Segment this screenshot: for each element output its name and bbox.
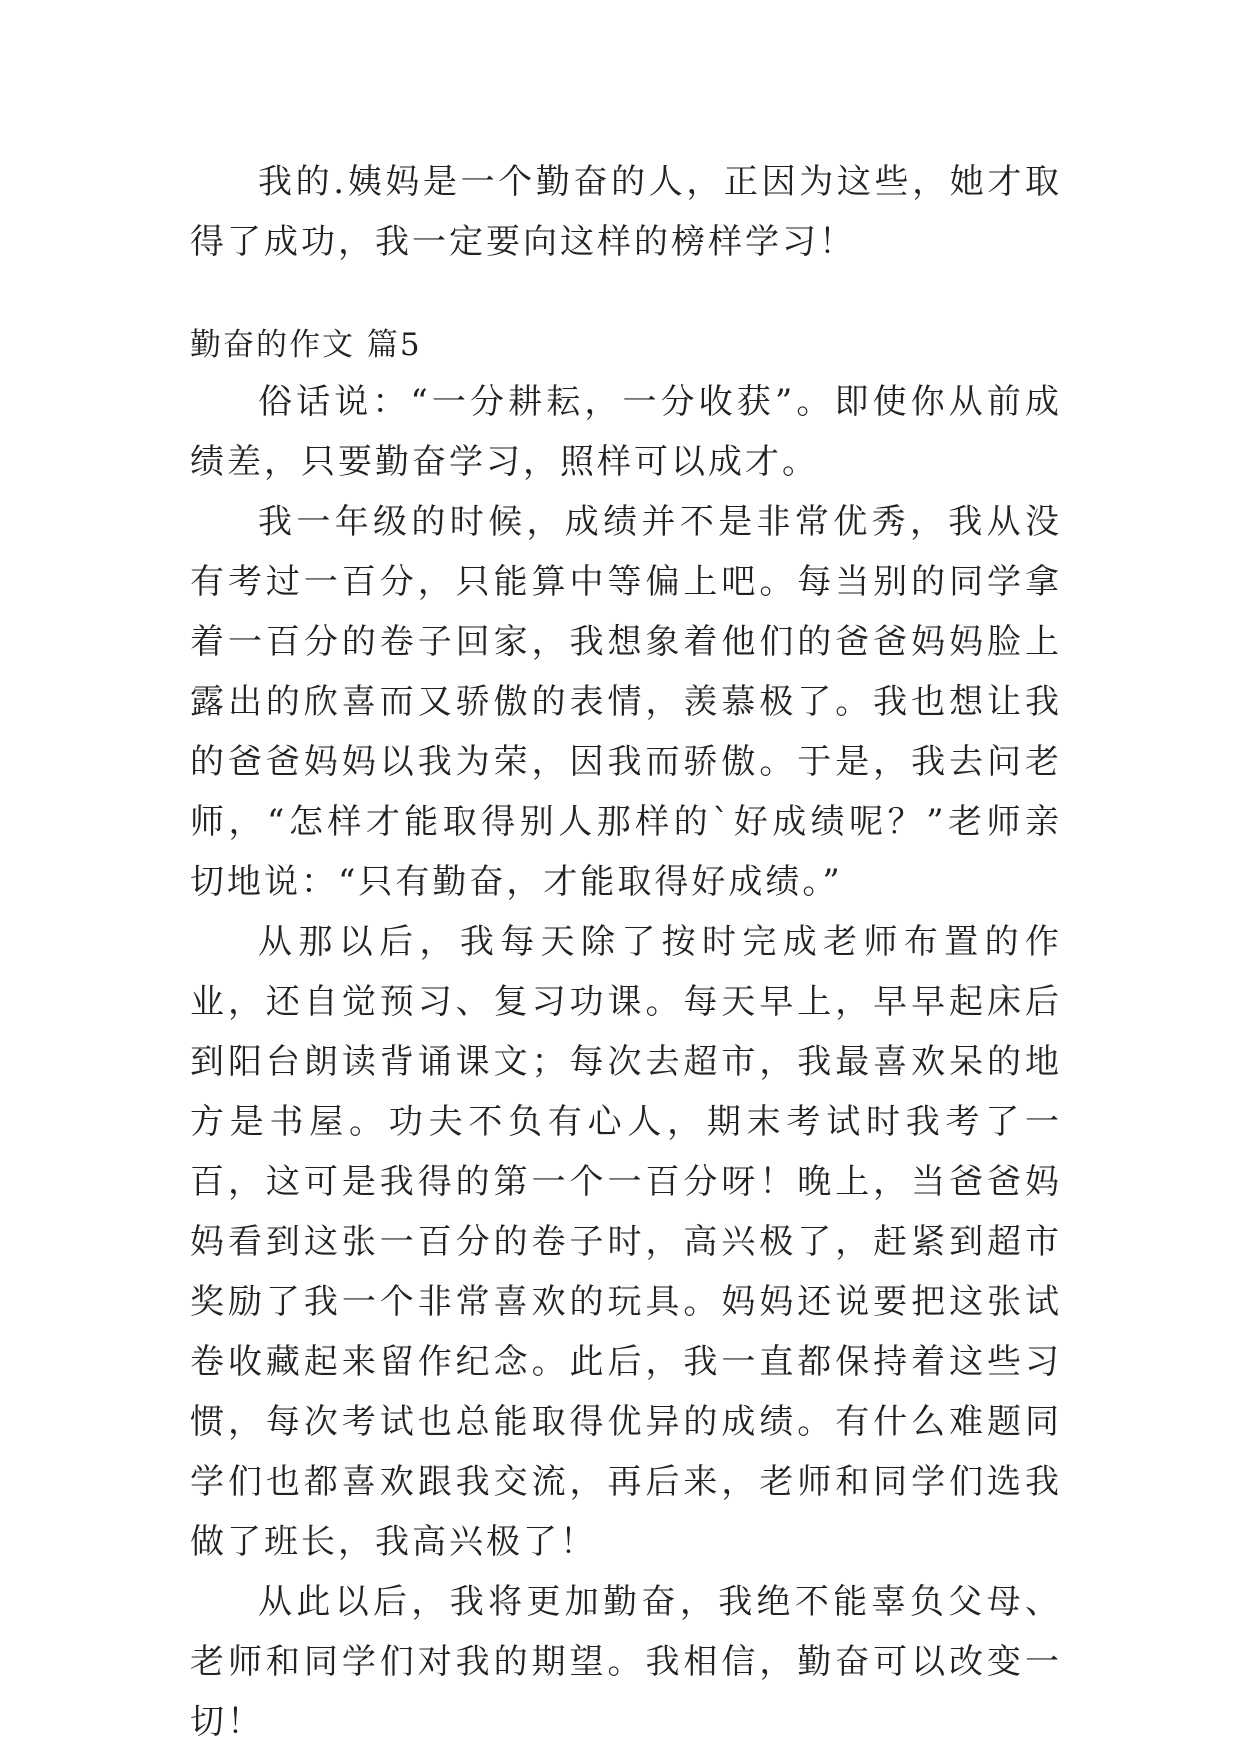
paragraph-1: 俗话说：“一分耕耘，一分收获”。即使你从前成绩差，只要勤奋学习，照样可以成才。 (190, 382, 1062, 482)
document-content (190, 152, 1062, 1752)
section-spacer (190, 272, 1062, 318)
paragraph-3: 从那以后，我每天除了按时完成老师布置的作业，还自觉预习、复习功课。每天早上，早早起床后到阳台朗读背诵课文；每次去超市，我最喜欢呆的地方是书屋。功夫不负有心人，期末考试时我考了一百，这可是我得的第一个一百分呀！晚上，当爸爸妈妈看到这张一百分的卷子时，高兴极了，赶紧到超市奖励了我一个非常喜欢的玩具。妈妈还说要把这张试卷收藏起来留作纪念。此后，我一直都保持着这些习惯，每次考试也总能取得优异的成绩。有什么难题同学们也都喜欢跟我交流，再后来，老师和同学们选我做了班长，我高兴极了！ (190, 922, 1062, 1562)
paragraph-4: 从此以后，我将更加勤奋，我绝不能辜负父母、老师和同学们对我的期望。我相信，勤奋可以改变一切！ (190, 1582, 1062, 1742)
intro-paragraph: 我的.姨妈是一个勤奋的人，正因为这些，她才取得了成功，我一定要向这样的榜样学习！ (190, 162, 1062, 262)
section-title: 勤奋的作文 篇5 (190, 327, 422, 363)
paragraph-2: 我一年级的时候，成绩并不是非常优秀，我从没有考过一百分，只能算中等偏上吧。每当别的同学拿着一百分的卷子回家，我想象着他们的爸爸妈妈脸上露出的欣喜而又骄傲的表情，羡慕极了。我也想让我的爸爸妈妈以我为荣，因我而骄傲。于是，我去问老师，“怎样才能取得别人那样的`好成绩呢？”老师亲切地说：“只有勤奋，才能取得好成绩。” (190, 502, 1062, 902)
